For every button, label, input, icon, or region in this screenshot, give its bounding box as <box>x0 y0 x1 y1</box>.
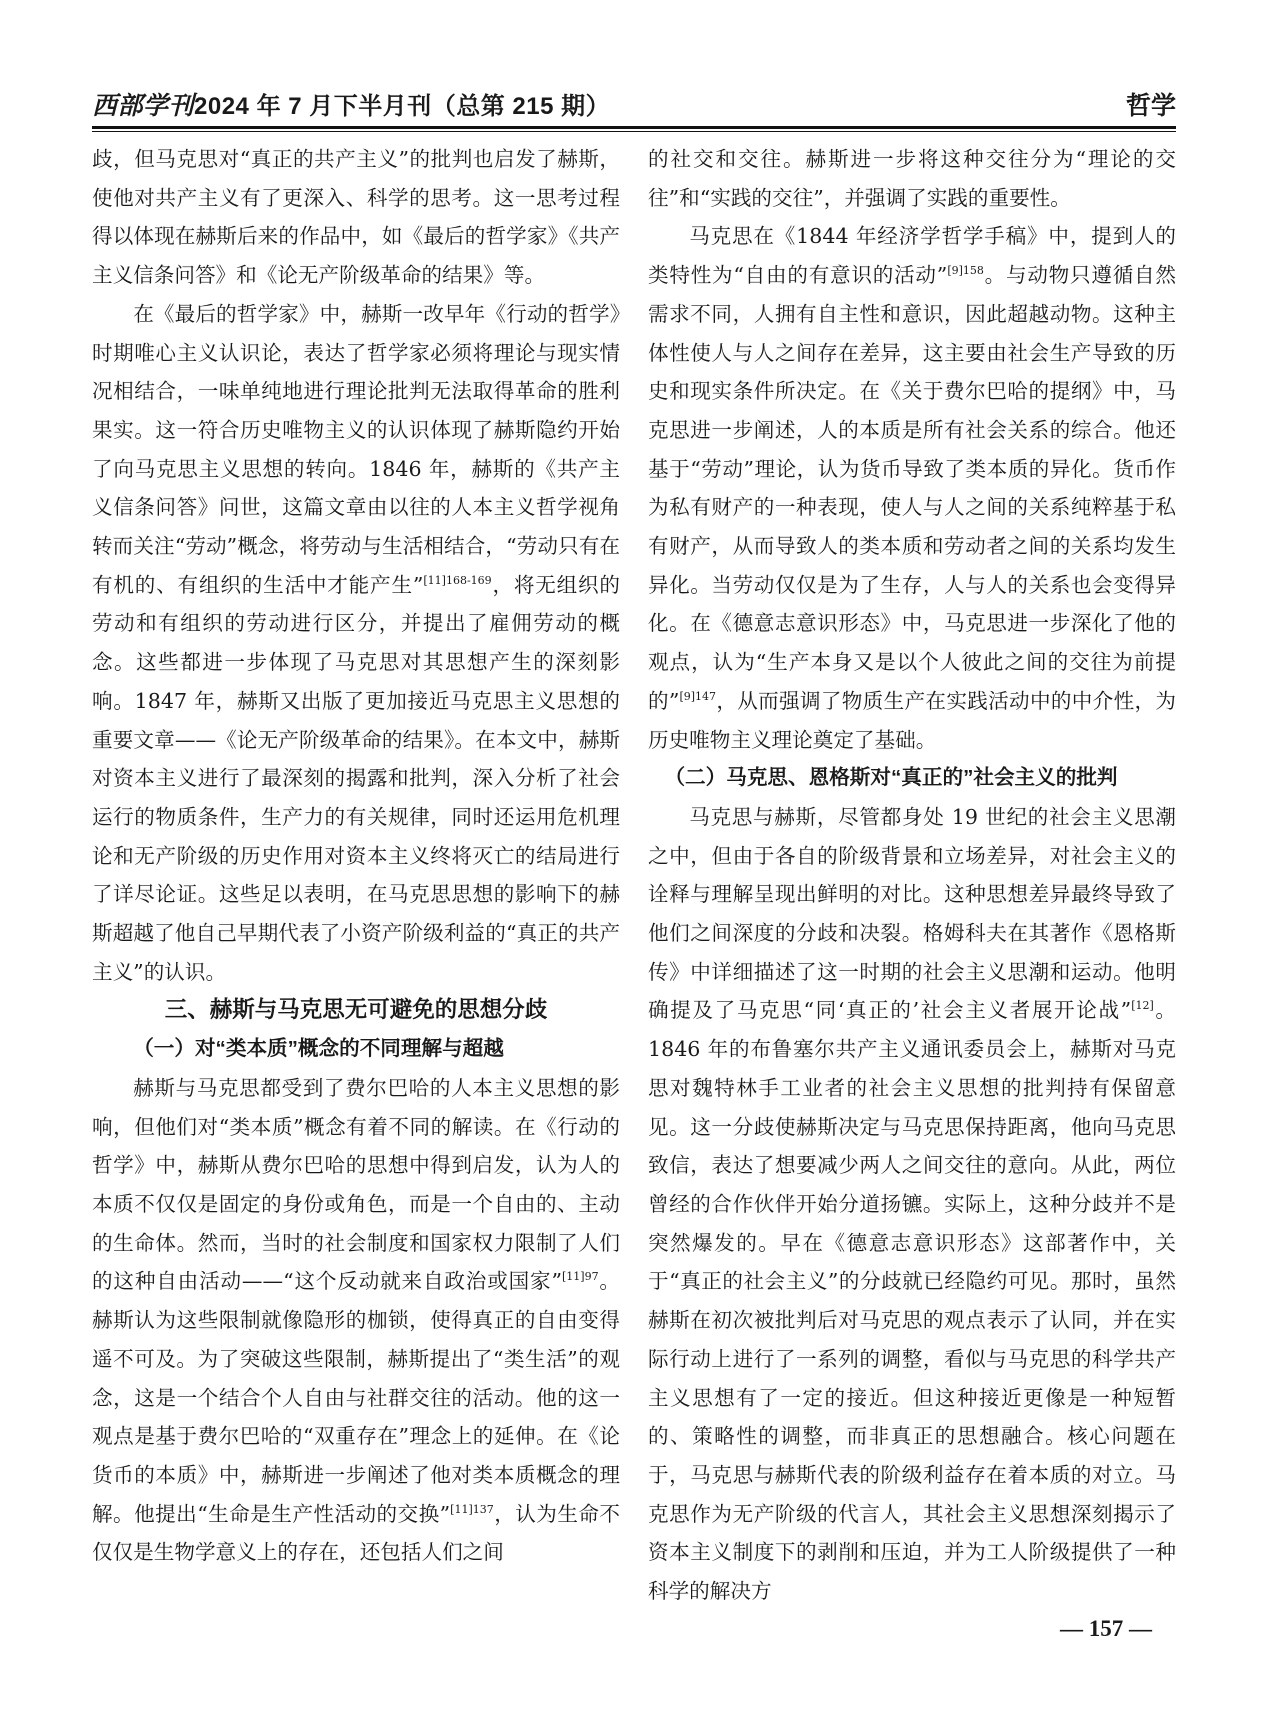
left-column <box>92 140 620 1572</box>
subsection-heading: （一）对“类本质”概念的不同理解与超越 <box>133 1037 504 1061</box>
journal-logo: 西部学刊 <box>92 91 195 120</box>
citation: [11]168-169 <box>423 573 492 587</box>
paragraph-text: 马克思与赫斯，尽管都身处 19 世纪的社会主义思潮之中，但由于各自的阶级背景和立场差异，对社会主义的诠释与理解呈现出鲜明的对比。这种思想差异最终导致了他们之间深度的分歧和决裂。格姆科夫在其著作《恩格斯传》中详细描述了这一时期的社会主义思潮和运动。他明确提及了马克思“同‘真正的’社会主义者展开论战” <box>648 804 1176 1023</box>
paragraph-text: ，认为生命不仅仅是生物学意义上的存在，还包括人们之间 <box>92 1501 620 1565</box>
paragraph-text: ，将无组织的劳动和有组织的劳动进行区分，并提出了雇佣劳动的概念。这些都进一步体现了马克思对其思想产生的深刻影响。1847 年，赫斯又出版了更加接近马克思主义思想的重要文章——《论无产阶级革命的结果》。在本文中，赫斯对资本主义进行了最深刻的揭露和批判，深入分析了社会运行的物质条件，生产力的有关规律，同时还运用危机理论和无产阶级的历史作用对资本主义终将灭亡的结局进行了详尽论证。这些足以表明，在马克思思想的影响下的赫斯超越了他自己早期代表了小资产阶级利益的“真正的共产主义”的认识。 <box>92 572 621 984</box>
paragraph: 歧，但马克思对“真正的共产主义”的批判也启发了赫斯，使他对共产主义有了更深入、科学的思考。这一思考过程得以体现在赫斯后来的作品中，如《最后的哲学家》《共产主义信条问答》和《论无产阶级革命的结果》等。 <box>92 147 620 288</box>
citation: [12] <box>1131 999 1154 1013</box>
paragraph-text: 在《最后的哲学家》中，赫斯一改早年《行动的哲学》时期唯心主义认识论，表达了哲学家必须将理论与现实情况相结合，一味单纯地进行理论批判无法取得革命的胜利果实。这一符合历史唯物主义的认识体现了赫斯隐约开始了向马克思主义思想的转向。1846 年，赫斯的《共产主义信条问答》问世，这篇文章由以往的人本主义哲学视角转而关注“劳动”概念，将劳动与生活相结合，“劳动只有在有机的、有组织的生活中才能产生” <box>92 301 620 597</box>
paragraph <box>648 217 1176 759</box>
header-rule-thin <box>92 131 1176 132</box>
paragraph <box>92 295 620 992</box>
paragraph <box>648 798 1176 1611</box>
paragraph-text: 。赫斯认为这些限制就像隐形的枷锁，使得真正的自由变得遥不可及。为了突破这些限制，赫斯提出了“类生活”的观念，这是一个结合个人自由与社群交往的活动。他的这一观点是基于费尔巴哈的“双重存在”理念上的延伸。在《论货币的本质》中，赫斯进一步阐述了他对类本质概念的理解。他提出“生命是生产性活动的交换” <box>92 1269 620 1526</box>
paragraph-text: 赫斯与马克思都受到了费尔巴哈的人本主义思想的影响，但他们对“类本质”概念有着不同的解读。在《行动的哲学》中，赫斯从费尔巴哈的思想中得到启发，认为人的本质不仅仅是固定的身份或角色，而是一个自由的、主动的生命体。然而，当时的社会制度和国家权力限制了人们的这种自由活动——“这个反动就来自政治或国家” <box>92 1075 620 1294</box>
section-heading: 三、赫斯与马克思无可避免的思想分歧 <box>164 997 548 1023</box>
paragraph-text: 。与动物只遵循自然需求不同，人拥有自主性和意识，因此超越动物。这种主体性使人与人之间存在差异，这主要由社会生产导致的历史和现实条件所决定。在《关于费尔巴哈的提纲》中，马克思进一步阐述，人的本质是所有社会关系的综合。他还基于“劳动”理论，认为货币导致了类本质的异化。货币作为私有财产的一种表现，使人与人之间的关系纯粹基于私有财产，从而导致人的类本质和劳动者之间的关系均发生异化。当劳动仅仅是为了生存，人与人的关系也会变得异化。在《德意志意识形态》中，马克思进一步深化了他的观点，认为“生产本身又是以个人彼此之间的交往为前提的” <box>648 263 1177 713</box>
page-number: — 157 — <box>1060 1616 1152 1641</box>
citation: [11]97 <box>562 1270 599 1284</box>
journal-title <box>92 86 610 122</box>
section-label: 哲学 <box>1125 92 1176 120</box>
journal-issue: 2024 年 7 月下半月刊（总第 215 期） <box>194 93 611 120</box>
citation: [9]147 <box>679 689 717 703</box>
paragraph-text: 。1846 年的布鲁塞尔共产主义通讯委员会上，赫斯对马克思对魏特林手工业者的社会主义思想的批判持有保留意见。这一分歧使赫斯决定与马克思保持距离，他向马克思致信，表达了想要减少两人之间交往的意向。从此，两位曾经的合作伙伴开始分道扬镳。实际上，这种分歧并不是突然爆发的。早在《德意志意识形态》这部著作中，关于“真正的社会主义”的分歧就已经隐约可见。那时，虽然赫斯在初次被批判后对马克思的观点表示了认同，并在实际行动上进行了一系列的调整，看似与马克思的科学共产主义思想有了一定的接近。但这种接近更像是一种短暂的、策略性的调整，而非真正的思想融合。核心问题在于，马克思与赫斯代表的阶级利益存在着本质的对立。马克思作为无产阶级的代言人，其社会主义思想深刻揭示了资本主义制度下的剥削和压迫，并为工人阶级提供了一种科学的解决方 <box>648 998 1176 1604</box>
paragraph-text: ，从而强调了物质生产在实践活动中的中介性，为历史唯物主义理论奠定了基础。 <box>648 688 1176 752</box>
header-rule <box>92 126 1176 129</box>
subsection-heading: （二）马克思、恩格斯对“真正的”社会主义的批判 <box>664 766 1118 790</box>
paragraph-text: 马克思在《1844 年经济学哲学手稿》中，提到人的类特性为“自由的有意识的活动” <box>648 224 1176 288</box>
citation: [11]137 <box>450 1502 494 1516</box>
citation: [9]158 <box>947 264 984 278</box>
right-column <box>648 140 1176 1611</box>
running-header <box>92 92 1176 122</box>
paragraph: 的社交和交往。赫斯进一步将这种交往分为“理论的交往”和“实践的交往”，并强调了实践的重要性。 <box>648 147 1176 210</box>
paragraph <box>92 1069 620 1572</box>
